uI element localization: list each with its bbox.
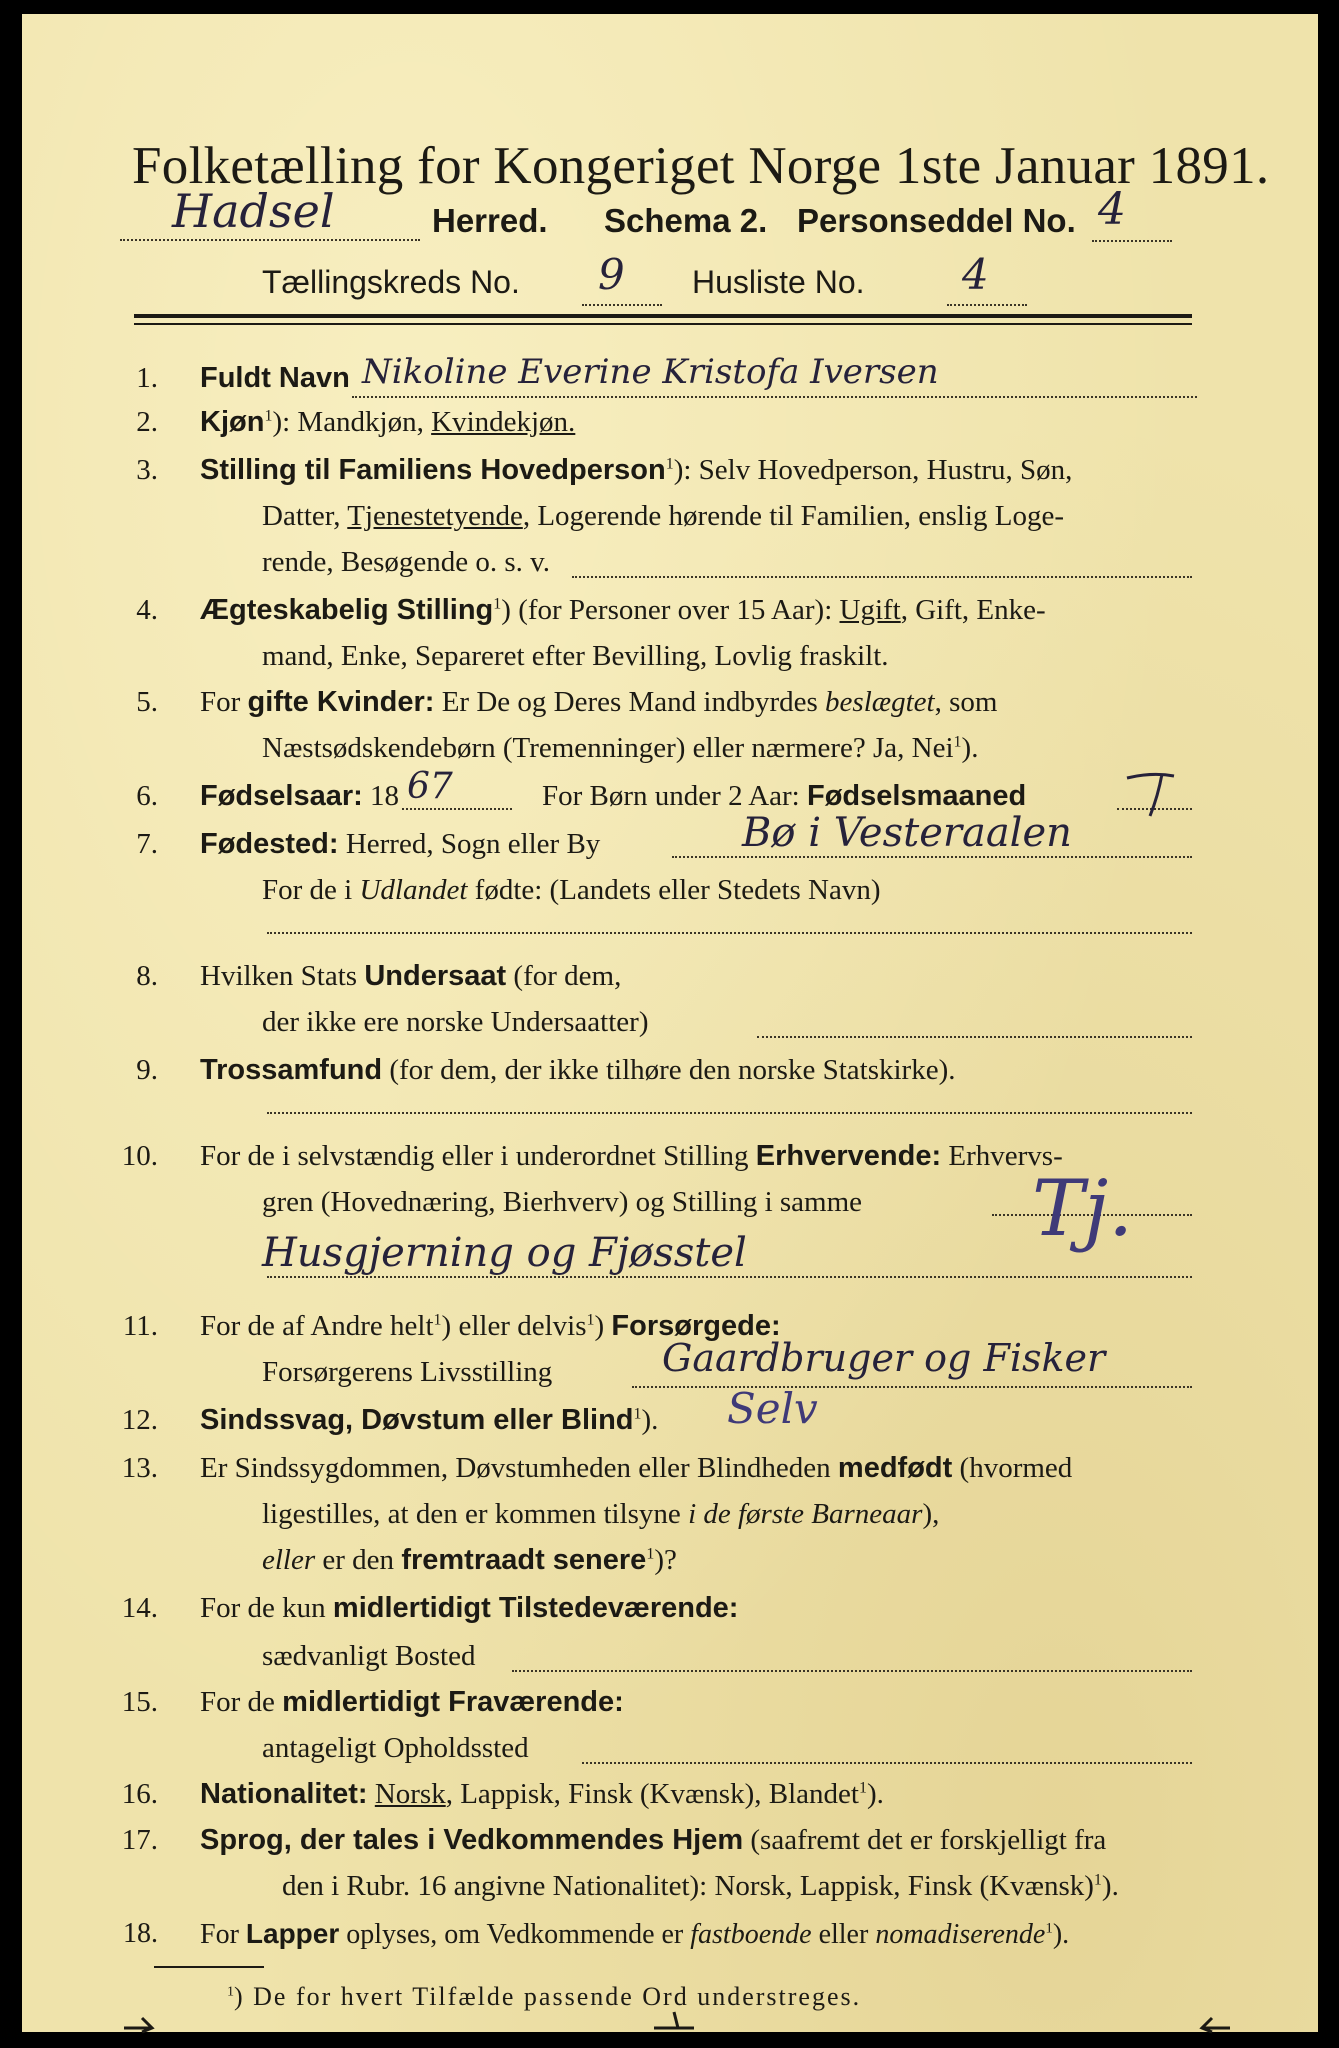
q13-text: ), (922, 1498, 940, 1530)
q17-text: den i Rubr. 16 angivne Nationalitet): Norsk, Lappisk, Finsk (Kvænsk) (282, 1870, 1094, 1902)
q15-text: antageligt Opholdssted (262, 1732, 529, 1764)
q5-text: For (200, 686, 248, 718)
q4-label: Ægteskabelig Stilling (200, 594, 494, 626)
q3-underlined-answer: Tjenestetyende (347, 500, 523, 532)
q18-italic-text: nomadiserende (875, 1919, 1046, 1950)
item-number: 6. (136, 780, 158, 812)
q14-label: midlertidigt Tilstedeværende: (332, 1592, 739, 1624)
q7-text: Herred, Sogn eller By (338, 828, 601, 860)
item-number: 5. (136, 686, 158, 718)
footnote-mark: 1 (665, 455, 674, 473)
q2-underlined-answer: Kvindekjøn. (431, 406, 576, 438)
q8-text: der ikke ere norske Undersaatter) (262, 1006, 649, 1038)
q2-label: Kjøn (200, 406, 265, 438)
herred-handwritten: Hadsel (172, 184, 335, 238)
item-number: 17. (121, 1824, 158, 1856)
q13-italic-text: eller (262, 1544, 316, 1576)
q18-label: Lapper (245, 1918, 340, 1949)
footnote-mark: 1 (953, 733, 962, 751)
q8-label: Undersaat (364, 960, 507, 992)
q18-text: For (200, 1919, 246, 1950)
q6-text: For Børn under 2 Aar: (542, 780, 807, 812)
q9-label: Trossamfund (200, 1054, 383, 1086)
item-number: 14. (121, 1592, 158, 1624)
q10-label: Erhvervende: (755, 1140, 942, 1172)
q8-line (757, 1036, 1192, 1038)
q7-line-2 (267, 932, 1192, 934)
q3-label: Stilling til Familiens Hovedperson (200, 454, 666, 486)
q6-label: Fødselsaar: (200, 780, 363, 812)
q4-text: ) (for Personer over 15 Aar): (501, 594, 840, 626)
header-rule-thin (134, 323, 1192, 325)
item-number: 16. (121, 1778, 158, 1810)
ornament-left-icon (122, 2014, 182, 2034)
q17-label: Sprog, der tales i Vedkommendes Hjem (200, 1824, 744, 1856)
q13-text: ligestilles, at den er kommen tilsyne (262, 1498, 689, 1530)
q15-line (582, 1762, 1192, 1764)
herred-line (120, 239, 420, 241)
q1-label: Fuldt Navn (200, 362, 350, 394)
q6-birth-year-answer: 67 (407, 766, 453, 807)
herred-label: Herred. (432, 202, 548, 239)
q5-italic-text: beslægtet (825, 686, 935, 718)
personseddel-line (1092, 240, 1172, 242)
footnote-mark: 1 (227, 1984, 234, 2000)
q10-margin-code: Tj. (1032, 1164, 1134, 1254)
footnote-mark: 1 (858, 1779, 867, 1797)
q10-text: Erhvervs- (941, 1140, 1063, 1172)
q4-underlined-answer: Ugift (839, 594, 901, 626)
item-number: 10. (121, 1140, 158, 1172)
q7-birthplace-answer: Bø i Vesteraalen (742, 810, 1072, 856)
footnote-mark: 1 (633, 1405, 642, 1423)
q7-line (672, 856, 1192, 858)
item-number: 2. (136, 406, 158, 438)
footnote-text: ) De for hvert Tilfælde passende Ord understreges. (234, 1982, 862, 2011)
q5-text: Er De og Deres Mand indbyrdes (434, 686, 826, 718)
q18-text: oplyses, om Vedkommende er (339, 1919, 691, 1950)
q7-text: fødte: (Landets eller Stedets Navn) (467, 874, 881, 906)
item-number: 11. (122, 1310, 158, 1342)
item-number: 15. (121, 1686, 158, 1718)
q16-text: , Lappisk, Finsk (Kvænsk), Blandet (445, 1778, 859, 1810)
q10-line-2 (267, 1276, 1192, 1278)
q7-italic-text: Udlandet (359, 874, 468, 906)
q9-line (267, 1112, 1192, 1114)
item-number: 4. (136, 594, 158, 626)
q3-text: rende, Besøgende o. s. v. (262, 546, 551, 578)
personseddel-number: 4 (1098, 184, 1126, 235)
q5-text: Næstsødskendebørn (Tremenninger) eller nærmere? Ja, Nei (262, 732, 954, 764)
q6-month-label: Fødselsmaaned (807, 780, 1027, 812)
item-number: 8. (136, 960, 158, 992)
q10-occupation-answer: Husgjerning og Fjøsstel (262, 1230, 747, 1276)
q11-text: ) eller delvis (441, 1310, 587, 1342)
q12-label: Sindssvag, Døvstum eller Blind (200, 1404, 634, 1436)
q2-text: ): Mandkjøn, (272, 406, 432, 438)
item-number: 9. (136, 1054, 158, 1086)
q10-text: For de i selvstændig eller i underordnet Stilling (200, 1140, 756, 1172)
q5-text: , som (934, 686, 998, 718)
kreds-label: Tællingskreds No. (262, 264, 520, 300)
q13-text: )? (654, 1544, 677, 1576)
item-number: 3. (136, 454, 158, 486)
q11-text: Forsørgerens Livsstilling (262, 1356, 553, 1388)
q4-text: , Gift, Enke- (900, 594, 1046, 626)
personseddel-label: Personseddel No. (797, 202, 1076, 239)
footnote-mark: 1 (1045, 1920, 1053, 1937)
q3-text: ): Selv Hovedperson, Hustru, Søn, (673, 454, 1073, 486)
q15-text: For de (200, 1686, 283, 1718)
q14-line (512, 1670, 1192, 1672)
q7-text: For de i (262, 874, 360, 906)
q10-text: gren (Hovednæring, Bierhverv) og Stilling i samme (262, 1186, 863, 1218)
footnote-rule (154, 1966, 264, 1968)
form-title: Folketælling for Kongeriget Norge 1ste Januar 1891. (132, 137, 1270, 195)
q6-year-prefix: 18 (370, 780, 400, 812)
item-number: 18. (123, 1918, 158, 1949)
q13-italic-text: i de første Barneaar (688, 1498, 923, 1530)
q14-text: For de kun (200, 1592, 333, 1624)
kreds-number: 9 (598, 250, 625, 299)
q14-text: sædvanligt Bosted (262, 1640, 476, 1672)
q3-line (572, 576, 1192, 578)
q13-text: (hvormed (952, 1452, 1073, 1484)
footnote-mark: 1 (264, 407, 273, 425)
footnote-mark: 1 (586, 1311, 595, 1329)
q6-month-dash-mark (1122, 766, 1182, 821)
item-number: 12. (121, 1404, 158, 1436)
q3-text: Datter, (262, 500, 348, 532)
header-rule-thick (134, 314, 1192, 318)
q13-text: er den (315, 1544, 402, 1576)
husliste-line (947, 304, 1027, 306)
q18-italic-text: fastboende (690, 1919, 812, 1950)
q3-text: , Logerende hørende til Familien, enslig Loge- (522, 500, 1064, 532)
footnote-mark: 1 (493, 595, 502, 613)
item-number: 13. (121, 1452, 158, 1484)
q11-provider-answer: Gaardbruger og Fisker (662, 1336, 1106, 1380)
q11-label: Forsørgede: (611, 1310, 781, 1342)
q11-text: For de af Andre helt (200, 1310, 434, 1342)
item-number: 1. (136, 362, 158, 394)
q11-line (632, 1386, 1192, 1388)
q5-label: gifte Kvinder: (247, 686, 435, 718)
q16-label: Nationalitet: (200, 1778, 368, 1810)
husliste-label: Husliste No. (692, 264, 865, 300)
q16-underlined-answer: Norsk (374, 1778, 446, 1810)
q1-answer-name: Nikoline Everine Kristofa Iversen (362, 352, 939, 392)
q17-text: (saafremt det er forskjelligt fra (743, 1824, 1107, 1856)
q7-label: Fødested: (200, 828, 339, 860)
kreds-line (582, 304, 662, 306)
item-number: 7. (136, 828, 158, 860)
ornament-right-icon (1172, 2014, 1232, 2034)
q1-line (352, 396, 1197, 398)
q13-bold-text: fremtraadt senere (401, 1544, 647, 1576)
q9-text: (for dem, der ikke tilhøre den norske Statskirke). (382, 1054, 956, 1086)
q12-answer-annotation: Selv (727, 1384, 818, 1433)
q8-text: (for dem, (506, 960, 622, 992)
q13-label: medfødt (837, 1452, 953, 1484)
footnote-mark: 1 (646, 1545, 655, 1563)
footnote-mark: 1 (1093, 1871, 1102, 1889)
q4-text: mand, Enke, Separeret efter Bevilling, Lovlig fraskilt. (262, 640, 889, 672)
q15-label: midlertidigt Fraværende: (282, 1686, 624, 1718)
q18-text: eller (811, 1919, 876, 1950)
q6-line (402, 808, 512, 810)
ornament-center-icon (650, 2010, 700, 2034)
schema-label: Schema 2. (604, 202, 768, 239)
q13-text: Er Sindssygdommen, Døvstumheden eller Blindheden (200, 1452, 838, 1484)
footnote-mark: 1 (433, 1311, 442, 1329)
census-form-sheet: Folketælling for Kongeriget Norge 1ste Januar 1891. Hadsel Herred. Schema 2. Personseddel No. 4 Tællingskreds No. 9 Husliste No. 4 1. Fuldt Navn Nikoline Everine Kristofa Iversen 2. Kjøn$^1$): Mandkjøn, Kvindekjøn. 3. Stilling til Familiens Hovedperson$^1$): Selv Hovedperson, Hustru, Søn, Datter, Tjenestetyende, Logerende hørende til Familien, enslig Loge- rende, Besøgende o. s. v. 4. Ægteskabelig Stilling$^1$) (for Personer over 15 Aar): Ugift, Gift, Enke- mand, Enke, Separeret efter Bevilling, Lovlig fraskilt. 5. For gifte Kvinder: Er De og Deres Mand indbyrdes beslægtet, som Næstsødskendebørn (Tremenninger) eller nærmere? Ja, Nei$^1$). 6. Fødselsaar: 18 67 For Børn under 2 Aar: Fødselsmaaned 7. Fødested: Herred, Sogn eller By Bø i Vesteraalen For de i Udlandet fødte: (Landets eller Stedets Navn) 8. Hvilken Stats Undersaat (for dem, der ikke ere norske Undersaatter) 9. Trossamfund (for dem, der ikke tilhøre den norske Statskirke). 10. For de i selvstændig eller i underordnet Stilling Erhvervende: Erhvervs- gren (Hovednæring, Bierhverv) og Stilling i samme Husgjerning og Fjøsstel Tj. 11. For de af Andre helt$^1$) eller delvis$^1$) Forsørgede: Forsørgerens Livsstilling Gaardbruger og Fisker 12. Sindssvag, Døvstum eller Blind$^1$). Selv 13. Er Sindssygdommen, Døvstumheden eller Blindheden medfødt (hvormed ligestilles, at den er kommen tilsyne i de første Barneaar), eller er den fremtraadt senere$^1$)? 14. For de kun midlertidigt Tilstedeværende: sædvanligt Bosted 15. For de midlertidigt Fraværende: antageligt Opholdssted 16. Nationalitet: Norsk, Lappisk, Finsk (Kvænsk), Blandet$^1$). 17. Sprog, der tales i Vedkommendes Hjem (saafremt det er forskjelligt fra den i Rubr. 16 angivne Nationalitet): Norsk, Lappisk, Finsk (Kvænsk)$^1$). 18. For Lapper oplyses, om Vedkommende er fastboende eller nomadiserende$^1$). $^1$) De for hvert Tilfælde passende Ord understreges. (22, 14, 1318, 2032)
husliste-number: 4 (962, 250, 989, 299)
q8-text: Hvilken Stats (200, 960, 365, 992)
